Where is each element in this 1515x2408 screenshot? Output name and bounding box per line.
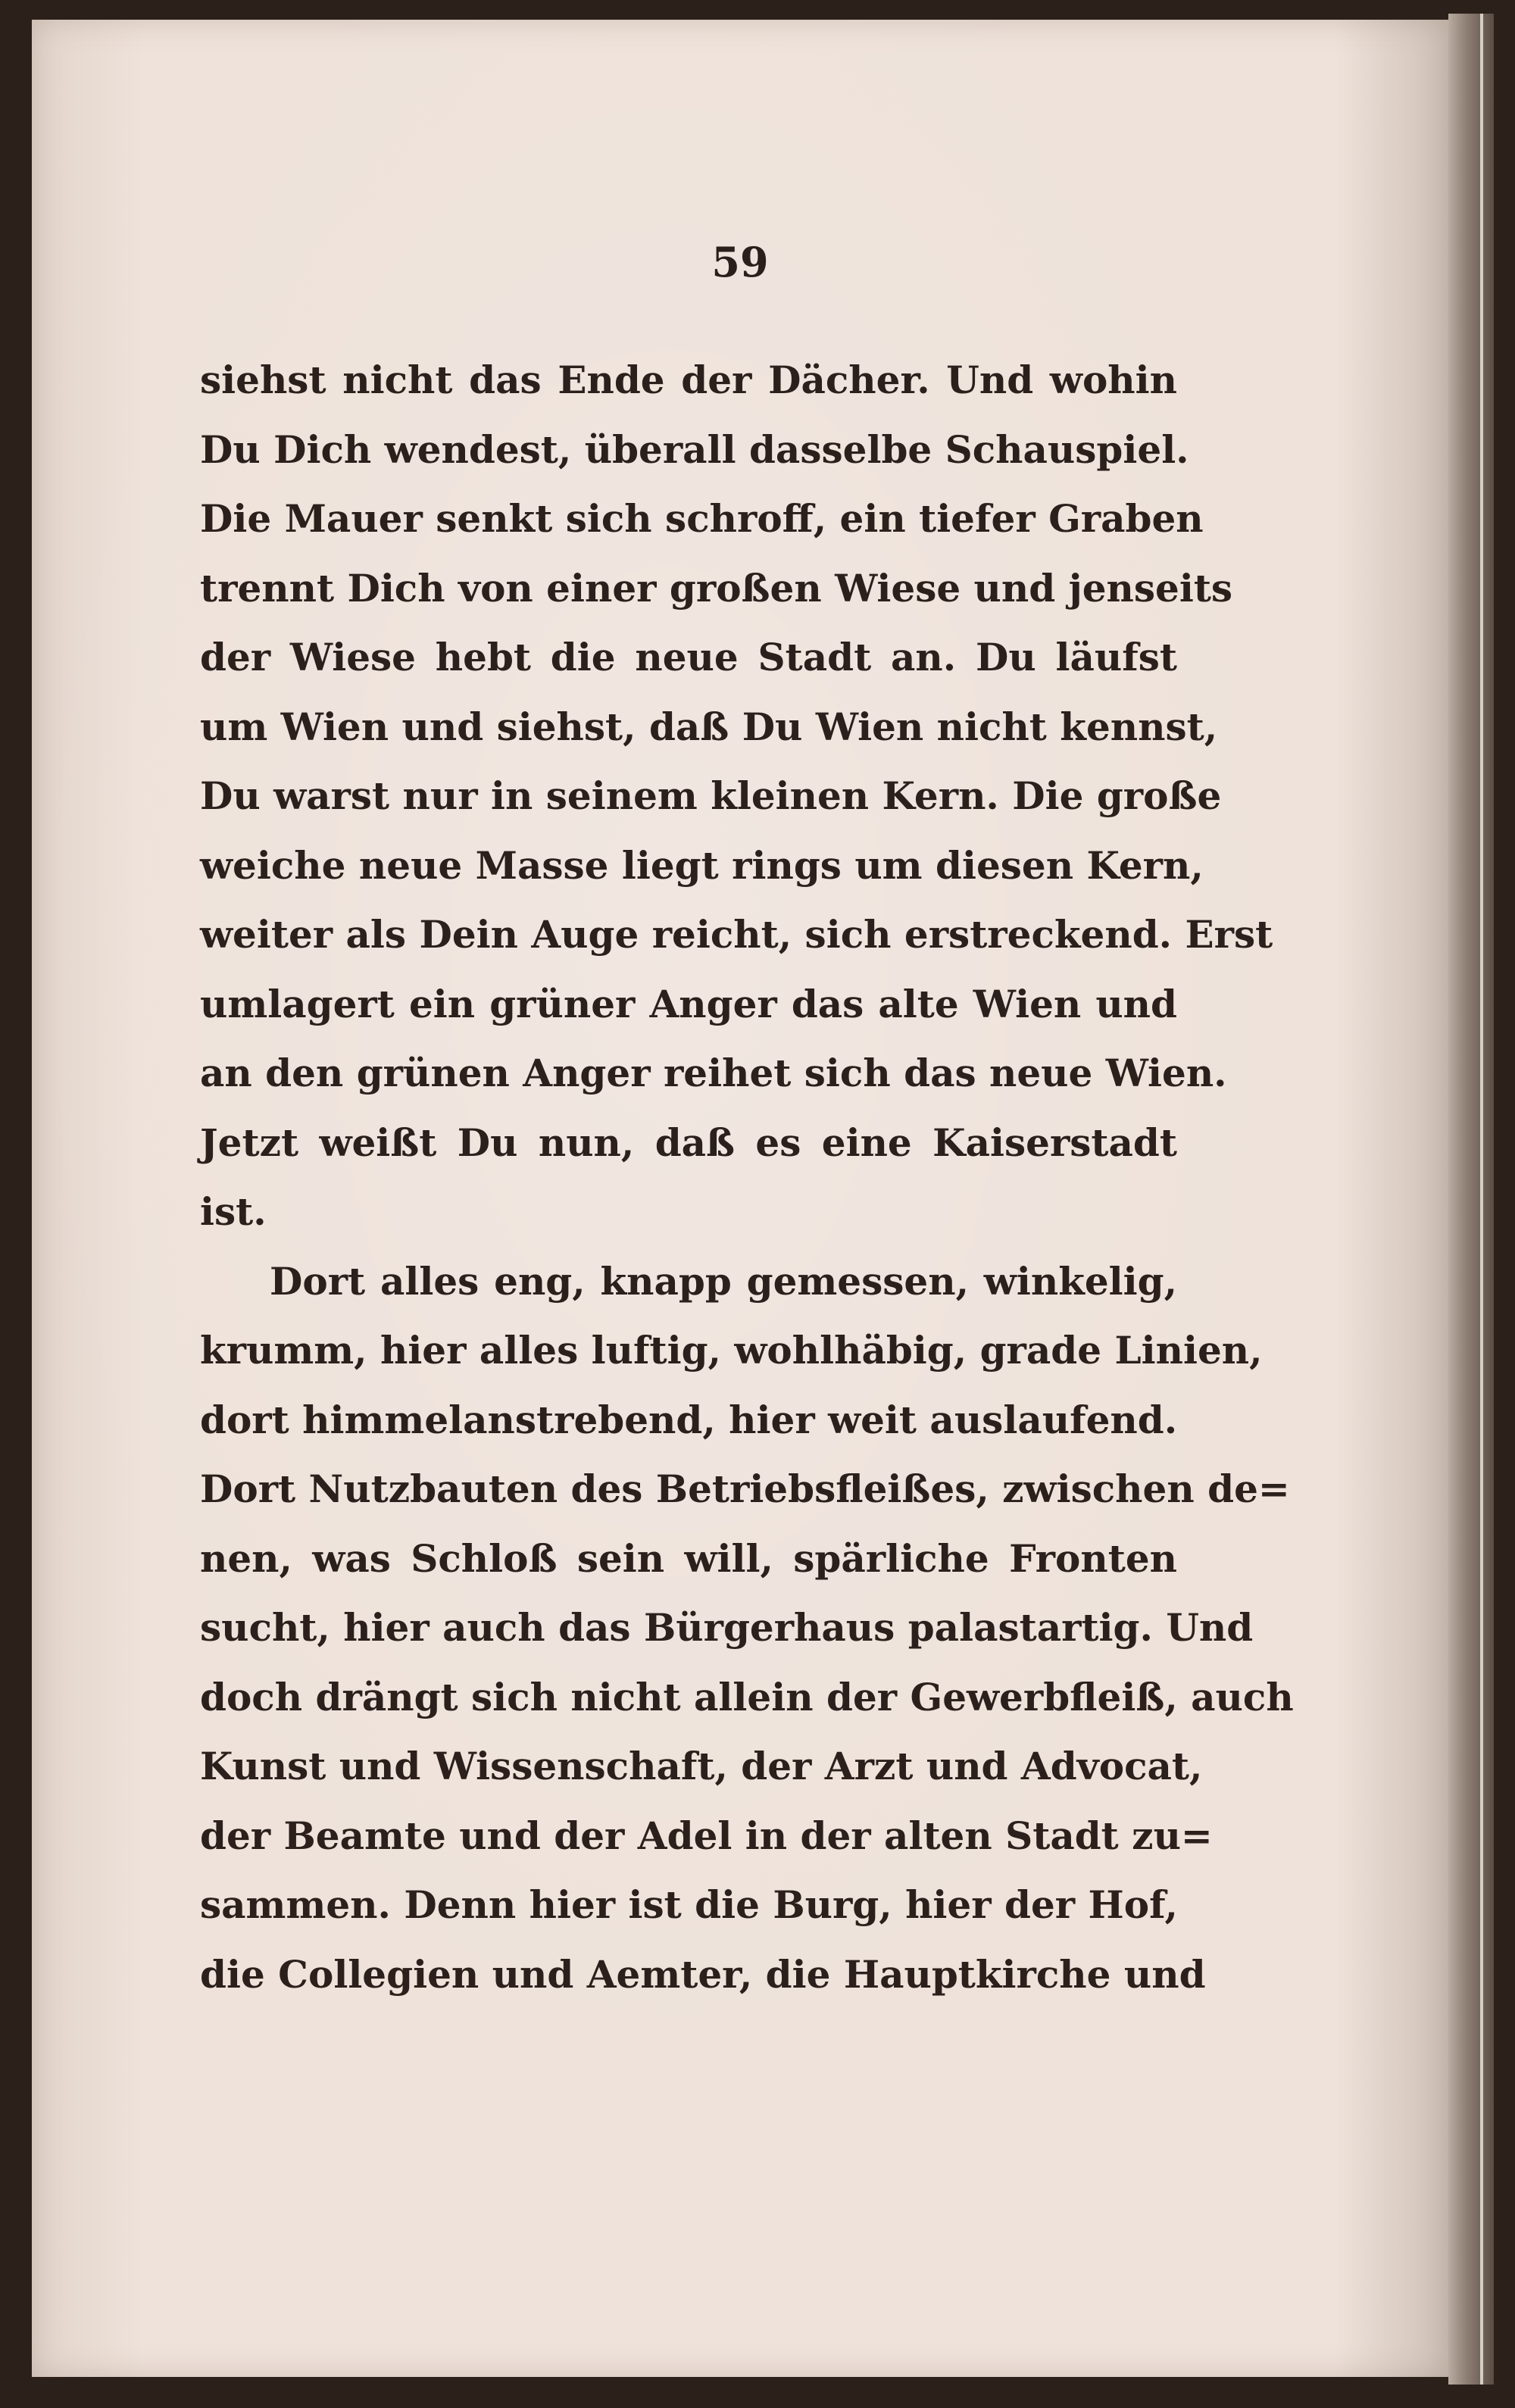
text-line: der Wiese hebt die neue Stadt an. Du läufst [200, 635, 1177, 679]
text-line: weiter als Dein Auge reicht, sich erstreckend. Erst [200, 912, 1273, 957]
text-line: krumm, hier alles luftig, wohlhäbig, grade Linien, [200, 1328, 1263, 1373]
text-line: Kunst und Wissenschaft, der Arzt und Advocat, [200, 1744, 1203, 1788]
text-line: weiche neue Masse liegt rings um diesen Kern, [200, 842, 1204, 888]
page-number: 59 [711, 238, 769, 286]
body-text [200, 345, 1294, 2009]
text-line: Du Dich wendest, überall dasselbe Schauspiel. [200, 426, 1189, 472]
text-line: Du warst nur in seinem kleinen Kern. Die große [200, 773, 1222, 818]
book-page [32, 20, 1448, 2377]
text-line: die Collegien und Aemter, die Hauptkirche und [200, 1951, 1206, 1997]
text-line: der Beamte und der Adel in der alten Stadt zu= [200, 1813, 1213, 1858]
text-line: um Wien und siehst, daß Du Wien nicht kennst, [200, 704, 1218, 749]
paragraph-start-line: Dort alles eng, knapp gemessen, winkelig, [270, 1258, 1177, 1304]
text-line: Dort Nutzbauten des Betriebsfleißes, zwischen de= [200, 1466, 1290, 1511]
text-line: sammen. Denn hier ist die Burg, hier der Hof, [200, 1882, 1178, 1927]
text-line: ist. [200, 1189, 267, 1234]
text-line: sucht, hier auch das Bürgerhaus palastartig. Und [200, 1605, 1254, 1650]
text-line: Jetzt weißt Du nun, daß es eine Kaiserstadt [200, 1120, 1177, 1165]
text-line: umlagert ein grüner Anger das alte Wien und [200, 981, 1177, 1026]
text-line: an den grünen Anger reihet sich das neue Wien. [200, 1051, 1227, 1095]
book-page-edges [1448, 14, 1494, 2385]
text-line: nen, was Schloß sein will, spärliche Fronten [200, 1535, 1177, 1581]
text-line: dort himmelanstrebend, hier weit auslaufend. [200, 1397, 1178, 1442]
text-line: trennt Dich von einer großen Wiese und jenseits [200, 565, 1233, 611]
text-line: doch drängt sich nicht allein der Gewerbfleiß, auch [200, 1674, 1294, 1719]
text-line: siehst nicht das Ende der Dächer. Und wohin [200, 358, 1177, 402]
text-line: Die Mauer senkt sich schroff, ein tiefer Graben [200, 496, 1204, 541]
